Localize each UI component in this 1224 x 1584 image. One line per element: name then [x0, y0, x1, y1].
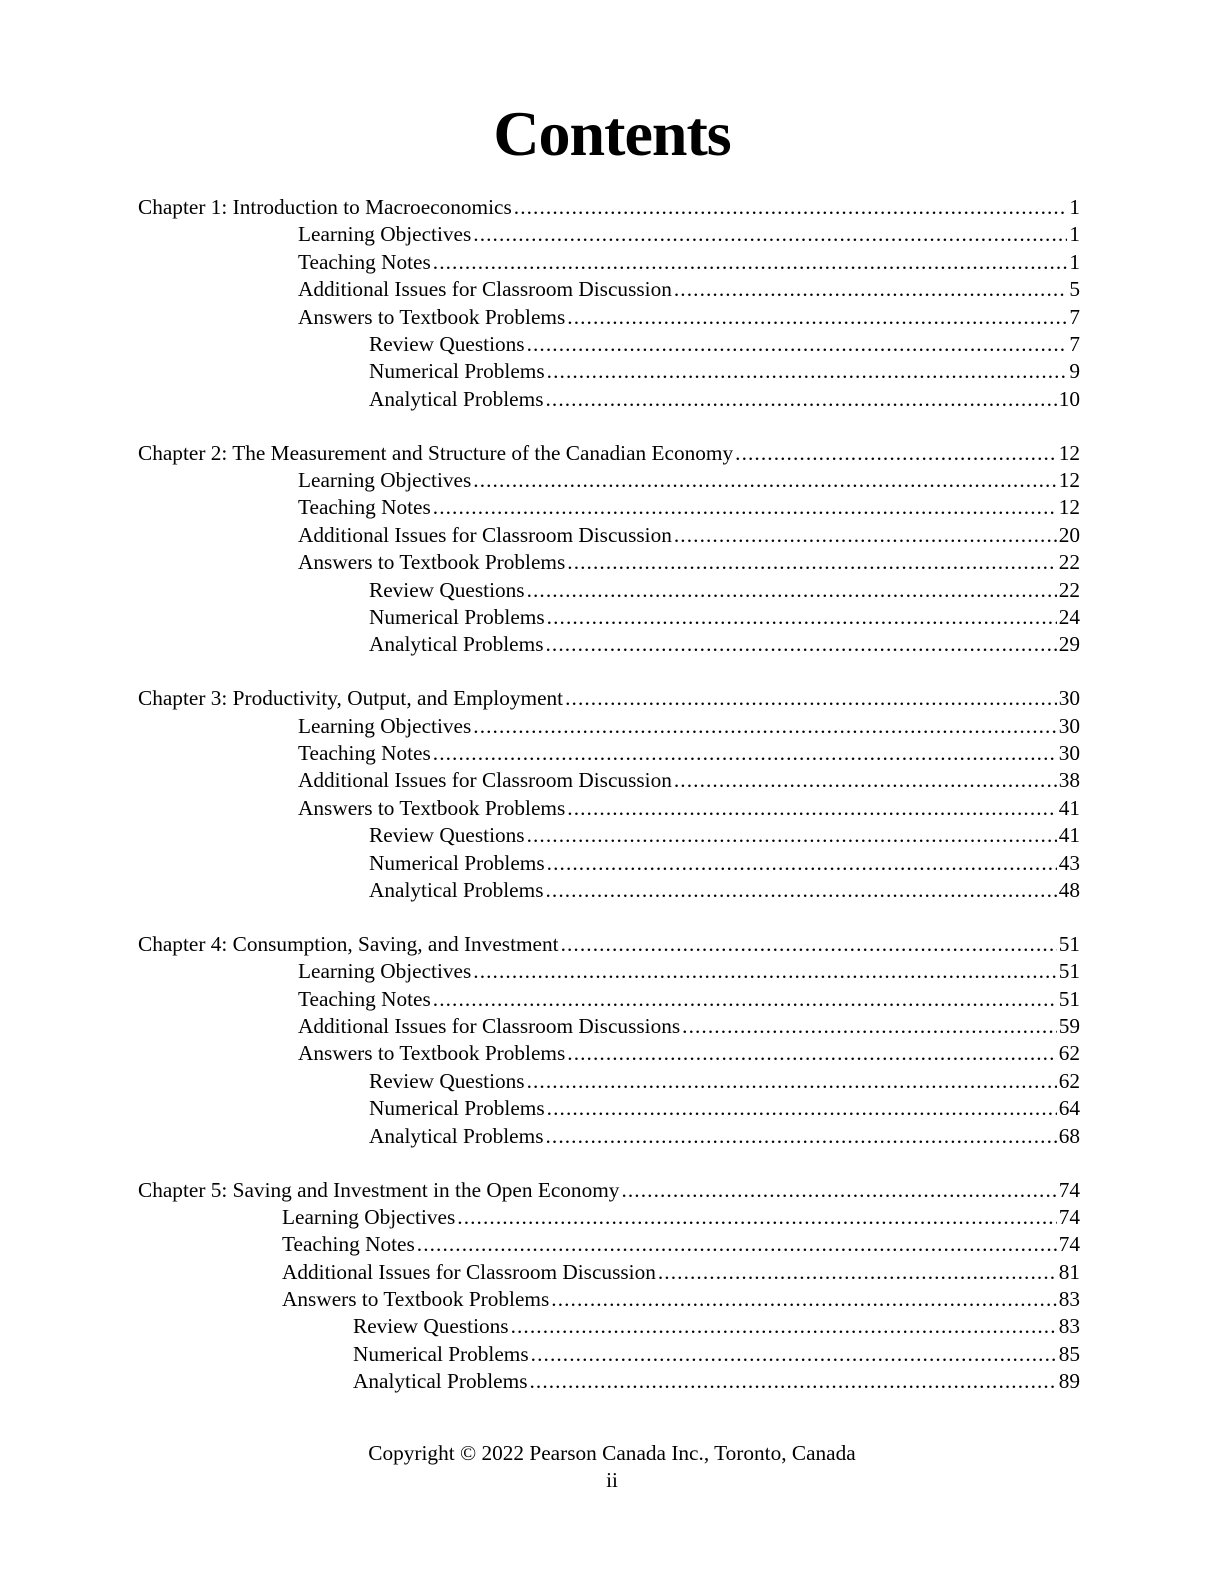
toc-page-number: 22	[1058, 550, 1080, 575]
toc-page-number: 89	[1058, 1369, 1080, 1394]
dot-leader	[545, 631, 1056, 658]
toc-subsection-label: Numerical Problems	[369, 604, 545, 629]
toc-page-number: 7	[1069, 331, 1080, 356]
toc-page-number: 12	[1058, 440, 1080, 465]
toc-page-number: 59	[1058, 1014, 1080, 1039]
toc-section-learning-objectives[interactable]	[138, 958, 1080, 985]
dot-leader	[433, 986, 1057, 1013]
chapter-block-5	[138, 1177, 1080, 1396]
dot-leader	[547, 1095, 1057, 1122]
toc-section-label: Teaching Notes	[298, 495, 431, 520]
dot-leader	[567, 795, 1056, 822]
toc-page-number: 1	[1069, 222, 1080, 247]
toc-page-number: 30	[1058, 741, 1080, 766]
toc-page-number: 74	[1058, 1177, 1080, 1202]
dot-leader	[511, 1313, 1057, 1340]
dot-leader	[567, 549, 1056, 576]
dot-leader	[417, 1231, 1057, 1258]
toc-chapter-title: Chapter 5: Saving and Investment in the Open Economy	[138, 1177, 620, 1202]
page-title: Contents	[493, 98, 731, 169]
dot-leader	[621, 1177, 1056, 1204]
toc-page-number: 85	[1058, 1341, 1080, 1366]
toc-page-number: 41	[1058, 795, 1080, 820]
toc-subsection-numerical-problems[interactable]	[138, 1095, 1080, 1122]
dot-leader	[674, 767, 1057, 794]
toc-subsection-analytical-problems[interactable]	[138, 1368, 1080, 1395]
toc-subsection-label: Review Questions	[369, 1068, 525, 1093]
toc-chapter-4[interactable]	[138, 931, 1080, 958]
toc-page-number: 12	[1058, 468, 1080, 493]
dot-leader	[527, 577, 1057, 604]
toc-section-teaching-notes[interactable]	[138, 494, 1080, 521]
toc-page-number: 1	[1069, 249, 1080, 274]
toc-subsection-analytical-problems[interactable]	[138, 1123, 1080, 1150]
toc-subsection-label: Review Questions	[369, 331, 525, 356]
toc-section-label: Answers to Textbook Problems	[282, 1287, 550, 1312]
toc-page-number: 43	[1058, 850, 1080, 875]
toc-page-number: 30	[1058, 686, 1080, 711]
dot-leader	[545, 877, 1056, 904]
dot-leader	[473, 221, 1067, 248]
toc-chapter-title: Chapter 4: Consumption, Saving, and Investment	[138, 931, 559, 956]
dot-leader	[547, 604, 1057, 631]
toc-subsection-numerical-problems[interactable]	[138, 1341, 1080, 1368]
toc-subsection-label: Numerical Problems	[353, 1341, 529, 1366]
dot-leader	[735, 440, 1057, 467]
toc-subsection-label: Numerical Problems	[369, 850, 545, 875]
toc-section-additional-issues[interactable]	[138, 276, 1080, 303]
toc-page-number: 22	[1058, 577, 1080, 602]
toc-subsection-numerical-problems[interactable]	[138, 358, 1080, 385]
toc-subsection-analytical-problems[interactable]	[138, 386, 1080, 413]
chapter-block-1	[138, 194, 1080, 413]
toc-subsection-label: Numerical Problems	[369, 359, 545, 384]
toc-section-teaching-notes[interactable]	[138, 986, 1080, 1013]
dot-leader	[433, 249, 1068, 276]
toc-page-number: 10	[1058, 386, 1080, 411]
page-number: ii	[606, 1468, 618, 1492]
toc-section-label: Additional Issues for Classroom Discussion	[298, 277, 672, 302]
dot-leader	[547, 850, 1057, 877]
dot-leader	[682, 1013, 1057, 1040]
toc-subsection-analytical-problems[interactable]	[138, 631, 1080, 658]
toc-page-number: 83	[1058, 1314, 1080, 1339]
toc-section-learning-objectives[interactable]	[138, 221, 1080, 248]
toc-subsection-label: Review Questions	[369, 577, 525, 602]
toc-subsection-numerical-problems[interactable]	[138, 604, 1080, 631]
toc-chapter-title: Chapter 1: Introduction to Macroeconomics	[138, 195, 512, 219]
dot-leader	[561, 931, 1057, 958]
toc-section-label: Teaching Notes	[298, 249, 431, 274]
toc-page-number: 41	[1058, 823, 1080, 848]
toc-page-number: 51	[1058, 931, 1080, 956]
toc-chapter-title: Chapter 3: Productivity, Output, and Employment	[138, 686, 564, 711]
toc-section-answers[interactable]	[138, 549, 1080, 576]
toc-subsection-label: Analytical Problems	[369, 1123, 544, 1148]
toc-section-label: Additional Issues for Classroom Discussion	[282, 1259, 656, 1284]
toc-chapter-title: Chapter 2: The Measurement and Structure of the Canadian Economy	[138, 440, 734, 465]
toc-section-learning-objectives[interactable]	[138, 1204, 1080, 1231]
toc-page-number: 12	[1058, 495, 1080, 520]
toc-page-number: 74	[1058, 1204, 1080, 1229]
toc-page-number: 24	[1058, 604, 1080, 629]
toc-page-number: 1	[1069, 195, 1080, 219]
toc-page-number: 68	[1058, 1123, 1080, 1148]
dot-leader	[527, 822, 1057, 849]
toc-page-number: 51	[1058, 986, 1080, 1011]
dot-leader	[473, 713, 1056, 740]
toc-section-learning-objectives[interactable]	[138, 713, 1080, 740]
toc-subsection-numerical-problems[interactable]	[138, 850, 1080, 877]
toc-chapter-2[interactable]	[138, 440, 1080, 467]
toc-page-number: 62	[1058, 1041, 1080, 1066]
dot-leader	[527, 331, 1068, 358]
dot-leader	[545, 386, 1056, 413]
chapter-block-4	[138, 931, 1080, 1150]
toc-page-number: 83	[1058, 1287, 1080, 1312]
page-footer	[0, 1440, 1224, 1494]
toc-page-number: 81	[1058, 1259, 1080, 1284]
dot-leader	[473, 467, 1056, 494]
toc-section-additional-issues[interactable]	[138, 522, 1080, 549]
toc-section-label: Additional Issues for Classroom Discussion	[298, 522, 672, 547]
dot-leader	[567, 304, 1067, 331]
toc-page-number: 5	[1069, 277, 1080, 302]
toc-subsection-review-questions[interactable]	[138, 577, 1080, 604]
toc-page-number: 51	[1058, 959, 1080, 984]
chapter-block-3	[138, 685, 1080, 904]
dot-leader	[433, 494, 1057, 521]
toc-chapter-5[interactable]	[138, 1177, 1080, 1204]
toc-subsection-review-questions[interactable]	[138, 1068, 1080, 1095]
toc-section-label: Learning Objectives	[298, 468, 472, 493]
dot-leader	[457, 1204, 1056, 1231]
dot-leader	[567, 1040, 1056, 1067]
toc-chapter-3[interactable]	[138, 685, 1080, 712]
toc-section-answers[interactable]	[138, 304, 1080, 331]
toc-section-answers[interactable]	[138, 1040, 1080, 1067]
dot-leader	[514, 194, 1068, 221]
toc-subsection-label: Analytical Problems	[369, 632, 544, 657]
toc-section-label: Answers to Textbook Problems	[298, 304, 566, 329]
dot-leader	[433, 740, 1057, 767]
toc-section-label: Answers to Textbook Problems	[298, 795, 566, 820]
toc-subsection-label: Analytical Problems	[369, 386, 544, 411]
toc-page-number: 62	[1058, 1068, 1080, 1093]
toc-section-label: Additional Issues for Classroom Discussions	[298, 1014, 681, 1039]
toc-section-label: Additional Issues for Classroom Discussion	[298, 768, 672, 793]
toc-page-number: 38	[1058, 768, 1080, 793]
toc-section-label: Answers to Textbook Problems	[298, 1041, 566, 1066]
dot-leader	[674, 276, 1067, 303]
toc-subsection-label: Analytical Problems	[369, 877, 544, 902]
toc-page-number: 64	[1058, 1096, 1080, 1121]
toc-section-additional-issues[interactable]	[138, 1013, 1080, 1040]
toc-section-teaching-notes[interactable]	[138, 249, 1080, 276]
dot-leader	[529, 1368, 1056, 1395]
toc-section-label: Teaching Notes	[282, 1232, 415, 1257]
dot-leader	[674, 522, 1057, 549]
toc-subsection-analytical-problems[interactable]	[138, 877, 1080, 904]
toc-page-number: 7	[1069, 304, 1080, 329]
toc-section-label: Learning Objectives	[298, 222, 472, 247]
toc-subsection-label: Analytical Problems	[353, 1369, 528, 1394]
toc-section-additional-issues[interactable]	[138, 1259, 1080, 1286]
toc-section-label: Learning Objectives	[298, 713, 472, 738]
dot-leader	[545, 1123, 1056, 1150]
table-of-contents	[138, 194, 1080, 1422]
toc-section-label: Answers to Textbook Problems	[298, 550, 566, 575]
toc-subsection-review-questions[interactable]	[138, 331, 1080, 358]
toc-page-number: 48	[1058, 877, 1080, 902]
toc-section-teaching-notes[interactable]	[138, 1231, 1080, 1258]
toc-subsection-review-questions[interactable]	[138, 822, 1080, 849]
toc-page-number: 29	[1058, 632, 1080, 657]
dot-leader	[527, 1068, 1057, 1095]
toc-section-label: Learning Objectives	[282, 1204, 456, 1229]
toc-section-answers[interactable]	[138, 795, 1080, 822]
toc-chapter-1[interactable]	[138, 194, 1080, 221]
chapter-block-2	[138, 440, 1080, 659]
toc-subsection-label: Review Questions	[353, 1314, 509, 1339]
toc-section-answers[interactable]	[138, 1286, 1080, 1313]
dot-leader	[565, 685, 1057, 712]
toc-page-number: 20	[1058, 522, 1080, 547]
toc-section-label: Teaching Notes	[298, 741, 431, 766]
toc-subsection-label: Numerical Problems	[369, 1096, 545, 1121]
toc-subsection-review-questions[interactable]	[138, 1313, 1080, 1340]
copyright-notice: Copyright © 2022 Pearson Canada Inc., Toronto, Canada	[368, 1441, 856, 1465]
toc-page-number: 9	[1069, 359, 1080, 384]
toc-page-number: 74	[1058, 1232, 1080, 1257]
toc-section-learning-objectives[interactable]	[138, 467, 1080, 494]
dot-leader	[531, 1341, 1057, 1368]
dot-leader	[551, 1286, 1056, 1313]
toc-page-number: 30	[1058, 713, 1080, 738]
toc-subsection-label: Review Questions	[369, 823, 525, 848]
toc-section-label: Learning Objectives	[298, 959, 472, 984]
toc-section-teaching-notes[interactable]	[138, 740, 1080, 767]
dot-leader	[547, 358, 1068, 385]
toc-section-additional-issues[interactable]	[138, 767, 1080, 794]
toc-section-label: Teaching Notes	[298, 986, 431, 1011]
dot-leader	[473, 958, 1056, 985]
dot-leader	[658, 1259, 1057, 1286]
